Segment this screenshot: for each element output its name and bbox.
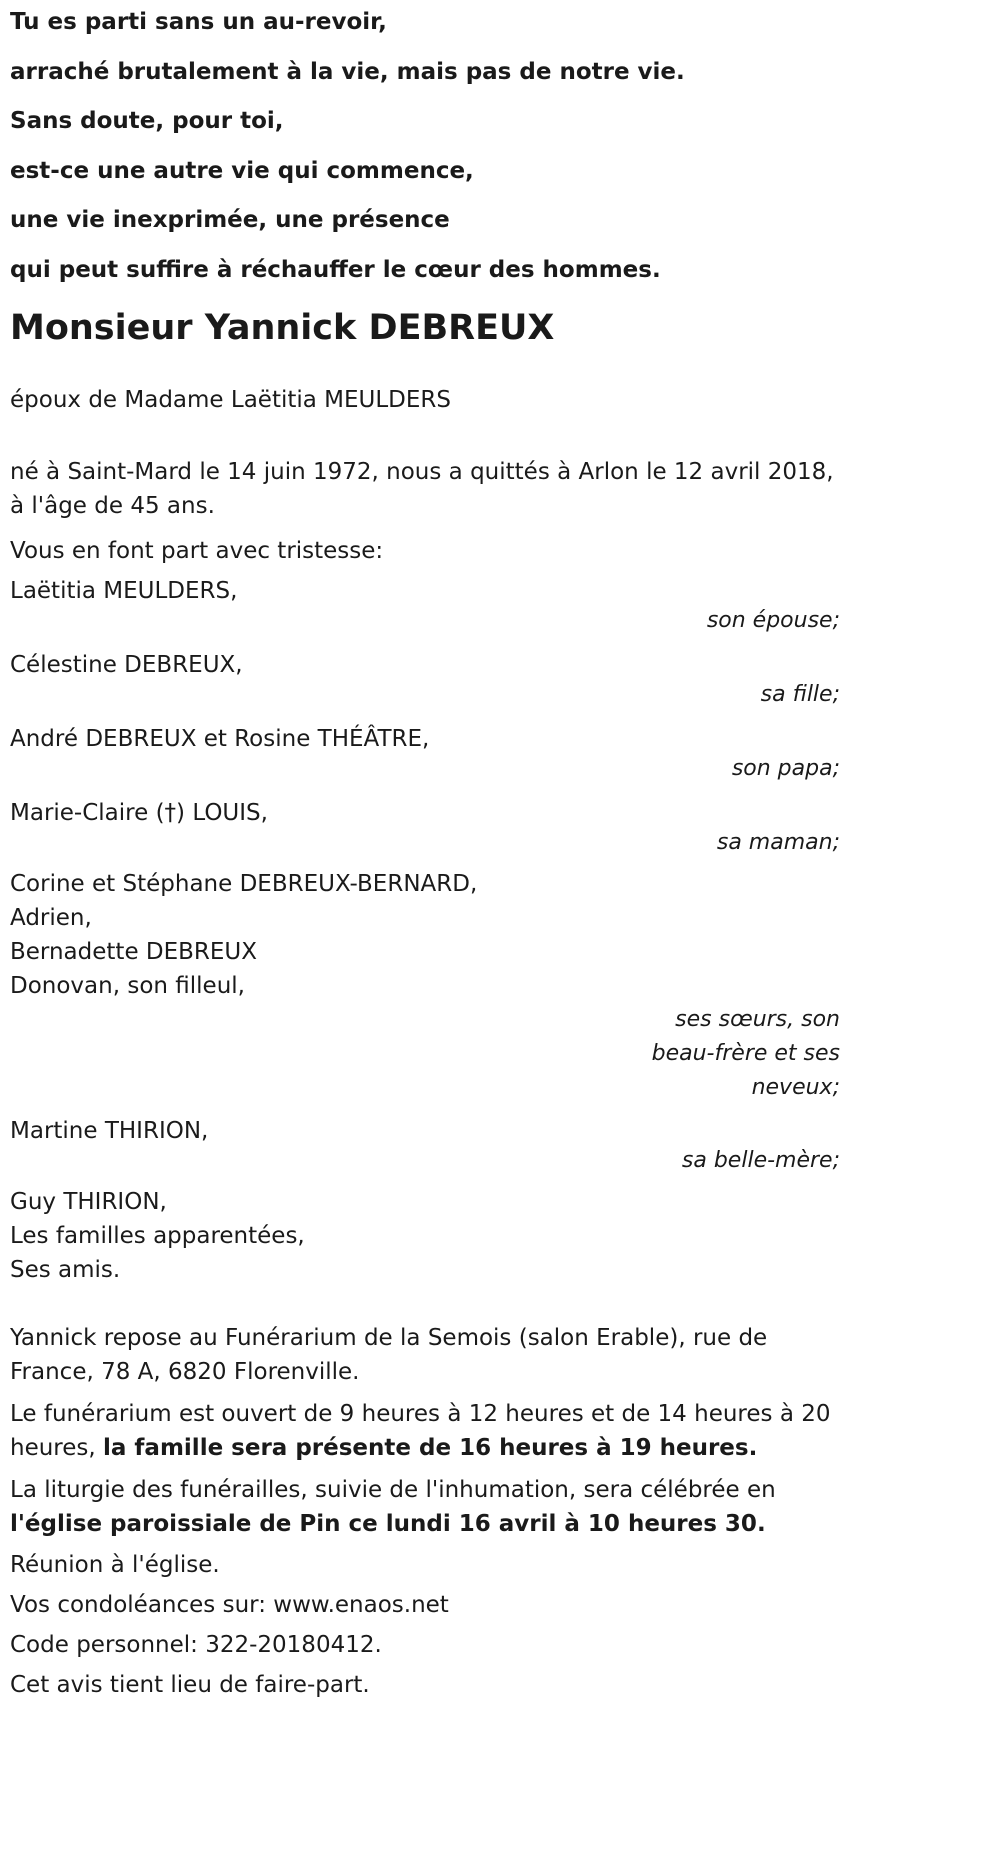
family-member: Célestine DEBREUX,: [10, 651, 243, 678]
opening-hours-text: Le funérarium est ouvert de 9 heures à 12 heures et de 14 heures à 20 heures,: [10, 1400, 831, 1461]
family-entry: [10, 1111, 840, 1171]
family-relation: ses sœurs, son beau-frère et ses neveux;: [651, 1006, 840, 1100]
family-member: Martine THIRION,: [10, 1117, 209, 1144]
poem-line: qui peut suffire à réchauffer le cœur des hommes.: [10, 256, 661, 283]
spouse-line: époux de Madame Laëtitia MEULDERS: [10, 386, 452, 413]
birth-death-text: né à Saint-Mard le 14 juin 1972, nous a quittés à Arlon le 12 avril 2018, à l'âge de 45 ans.: [10, 458, 834, 519]
family-entry: [10, 645, 840, 705]
poem: [10, 8, 840, 284]
poem-line: arraché brutalement à la vie, mais pas de notre vie.: [10, 58, 685, 85]
family-relation: son épouse;: [706, 607, 840, 633]
family-relation: sa fille;: [760, 681, 840, 707]
family-entry: [10, 719, 840, 779]
family-relation: sa belle-mère;: [681, 1147, 840, 1173]
poem-line: une vie inexprimée, une présence: [10, 207, 450, 234]
repose-text: Yannick repose au Funérarium de la Semois (salon Erable), rue de France, 78 A, 6820 Florenville.: [10, 1324, 768, 1385]
liturgy-text: La liturgie des funérailles, suivie de l'inhumation, sera célébrée en: [10, 1476, 776, 1503]
family-entry: [10, 793, 840, 853]
family-member: André DEBREUX et Rosine THÉÂTRE,: [10, 725, 430, 752]
family-member: Adrien,: [10, 904, 92, 931]
family-member: Bernadette DEBREUX: [10, 938, 258, 965]
family-member: Les familles apparentées,: [10, 1222, 305, 1249]
family-member: Ses amis.: [10, 1256, 121, 1283]
family-member: Marie-Claire (†) LOUIS,: [10, 799, 268, 826]
family-entry: [10, 1185, 840, 1287]
family-relation: son papa;: [731, 755, 840, 781]
personal-code: Code personnel: 322-20180412.: [10, 1631, 382, 1658]
deceased-name: Monsieur Yannick DEBREUX: [10, 307, 555, 348]
opening-hours: [10, 1397, 840, 1465]
poem-line: Sans doute, pour toi,: [10, 108, 284, 135]
family-member: Guy THIRION,: [10, 1188, 167, 1215]
poem-line: est-ce une autre vie qui commence,: [10, 157, 474, 184]
family-entry: [10, 867, 840, 1105]
family-presence-hours: la famille sera présente de 16 heures à 19 heures.: [103, 1434, 758, 1461]
family-member: Corine et Stéphane DEBREUX-BERNARD,: [10, 870, 478, 897]
family-entry: [10, 571, 840, 631]
family-member: Donovan, son filleul,: [10, 972, 245, 999]
condolences-text: Vos condoléances sur: www.enaos.net: [10, 1591, 449, 1618]
reunion-text: Réunion à l'église.: [10, 1551, 220, 1578]
liturgy-location: l'église paroissiale de Pin ce lundi 16 avril à 10 heures 30.: [10, 1510, 766, 1537]
announcement: Vous en font part avec tristesse:: [10, 537, 384, 564]
family-relation: sa maman;: [716, 829, 840, 855]
poem-line: Tu es parti sans un au-revoir,: [10, 9, 387, 35]
family-member: Laëtitia MEULDERS,: [10, 577, 238, 604]
liturgy: [10, 1473, 840, 1541]
closing-text: Cet avis tient lieu de faire-part.: [10, 1671, 370, 1698]
